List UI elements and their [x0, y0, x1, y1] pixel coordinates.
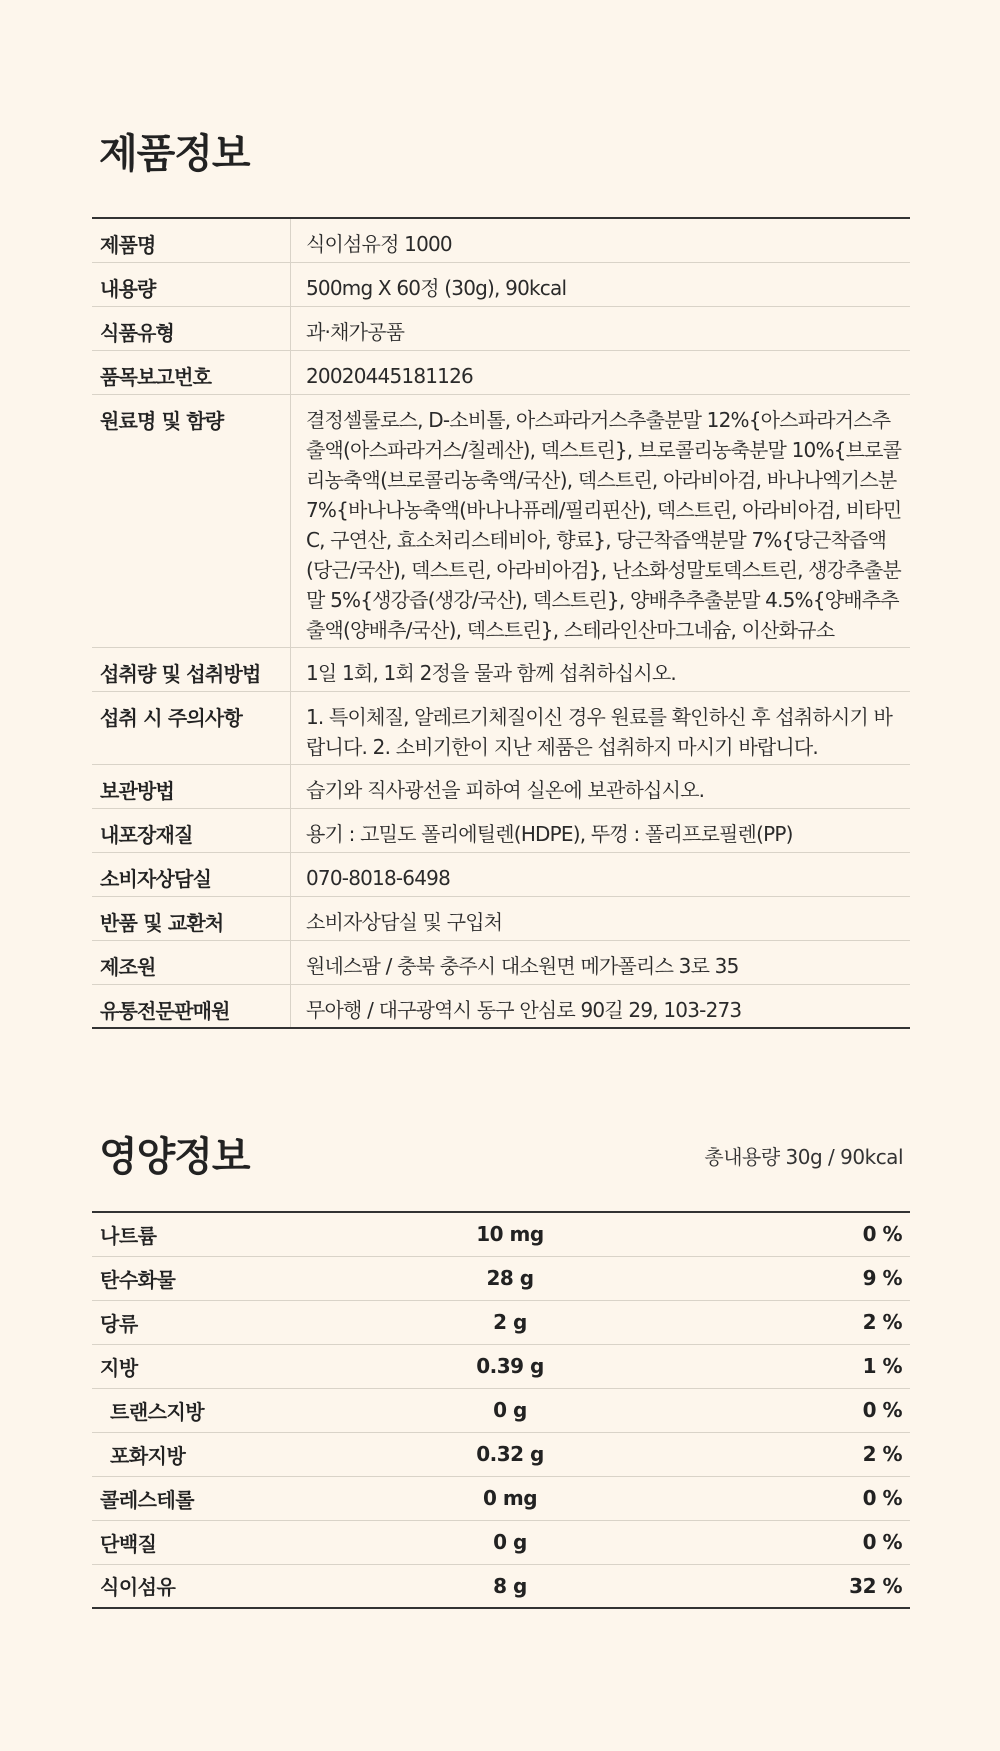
table-row	[92, 1300, 910, 1344]
row-label: 내포장재질	[92, 808, 291, 852]
row-value: 결정셀룰로스, D-소비톨, 아스파라거스추출분말 12%{아스파라거스추출액(아스파라거스/칠레산), 덱스트린}, 브로콜리농축분말 10%{브로콜리농축액(브로콜리농축액/국산), 덱스트린, 아라비아검, 바나나엑기스분 7%{바나나농축액(바나나퓨레/필리핀산), 덱스트린, 아라비아검, 비타민C, 구연산, 효소처리스테비아, 향료}, 당근착즙액분말 7%{당근착즙액(당근/국산), 덱스트린, 아라비아검}, 난소화성말토덱스트린, 생강추출분말 5%{생강즙(생강/국산), 덱스트린}, 양배추추출분말 4.5%{양배추추출액(양배추/국산), 덱스트린}, 스테라인산마그네슘, 이산화규소	[291, 394, 911, 647]
nutrient-amount: 0 mg	[410, 1476, 610, 1520]
nutrient-name: 식이섬유	[100, 1575, 176, 1600]
row-value: 식이섬유정 1000	[291, 218, 911, 262]
table-row	[92, 1476, 910, 1520]
row-label: 식품유형	[92, 306, 291, 350]
nutrient-percent: 2 %	[610, 1432, 910, 1476]
table-row	[92, 647, 910, 691]
nutrient-percent: 0 %	[610, 1388, 910, 1432]
nutrient-percent: 0 %	[610, 1476, 910, 1520]
nutrient-amount: 8 g	[493, 1573, 527, 1598]
row-label: 소비자상담실	[92, 852, 291, 896]
table-row	[92, 394, 910, 647]
row-value: 습기와 직사광선을 피하여 실온에 보관하십시오.	[291, 764, 911, 808]
row-label: 반품 및 교환처	[92, 896, 291, 940]
nutrient-percent: 2 %	[610, 1300, 910, 1344]
nutrient-amount: 0.32 g	[410, 1432, 610, 1476]
nutrient-percent: 0 %	[610, 1212, 910, 1256]
nutrient-percent: 1 %	[610, 1344, 910, 1388]
table-row	[92, 691, 910, 764]
row-label: 제품명	[92, 218, 291, 262]
table-row	[92, 808, 910, 852]
table-row	[92, 1388, 910, 1432]
nutrient-amount: 10 mg	[410, 1212, 610, 1256]
row-label: 원료명 및 함량	[92, 394, 291, 647]
nutrient-percent: 32 %	[849, 1573, 902, 1598]
row-label: 내용량	[92, 262, 291, 306]
nutrient-amount: 0 g	[410, 1520, 610, 1564]
nutrient-name: 포화지방	[92, 1432, 410, 1476]
row-label: 섭취 시 주의사항	[92, 691, 291, 764]
nutrition-table	[92, 1211, 910, 1609]
row-value: 용기 : 고밀도 폴리에틸렌(HDPE), 뚜껑 : 폴리프로필렌(PP)	[291, 808, 911, 852]
row-value: 원네스팜 / 충북 충주시 대소원면 메가폴리스 3로 35	[291, 940, 911, 984]
row-label: 유통전문판매원	[92, 984, 291, 1028]
nutrient-name: 지방	[92, 1344, 410, 1388]
nutrient-amount: 28 g	[410, 1256, 610, 1300]
nutrient-name: 나트륨	[92, 1212, 410, 1256]
table-row	[92, 764, 910, 808]
table-row	[92, 1256, 910, 1300]
nutrient-name: 탄수화물	[92, 1256, 410, 1300]
table-row	[92, 262, 910, 306]
nutrient-amount: 0 g	[410, 1388, 610, 1432]
table-row	[92, 350, 910, 394]
table-row	[92, 1344, 910, 1388]
row-value: 20020445181126	[291, 350, 911, 394]
table-row	[92, 1212, 910, 1256]
row-value: 과·채가공품	[291, 306, 911, 350]
product-info-table	[92, 217, 910, 1029]
row-value: 무아행 / 대구광역시 동구 안심로 90길 29, 103-273	[306, 997, 742, 1022]
row-value: 1. 특이체질, 알레르기체질이신 경우 원료를 확인하신 후 섭취하시기 바랍니다. 2. 소비기한이 지난 제품은 섭취하지 마시기 바랍니다.	[291, 691, 911, 764]
nutrient-name: 당류	[92, 1300, 410, 1344]
nutrition-info-title: 영양정보	[99, 1134, 250, 1180]
nutrient-percent: 9 %	[610, 1256, 910, 1300]
table-row	[92, 896, 910, 940]
row-value: 소비자상담실 및 구입처	[291, 896, 911, 940]
table-row	[92, 940, 910, 984]
nutrient-percent: 0 %	[610, 1520, 910, 1564]
table-row	[92, 984, 910, 1028]
table-row	[92, 852, 910, 896]
table-row	[92, 1432, 910, 1476]
nutrient-amount: 2 g	[410, 1300, 610, 1344]
row-value: 500mg X 60정 (30g), 90kcal	[291, 262, 911, 306]
row-value: 1일 1회, 1회 2정을 물과 함께 섭취하십시오.	[291, 647, 911, 691]
row-label: 보관방법	[92, 764, 291, 808]
table-row	[92, 218, 910, 262]
row-label: 섭취량 및 섭취방법	[92, 647, 291, 691]
nutrient-name: 단백질	[92, 1520, 410, 1564]
row-value: 070-8018-6498	[291, 852, 911, 896]
nutrient-amount: 0.39 g	[410, 1344, 610, 1388]
table-row	[92, 1520, 910, 1564]
row-label: 품목보고번호	[92, 350, 291, 394]
table-row	[92, 1564, 910, 1608]
total-amount: 총내용량 30g / 90kcal	[704, 1145, 903, 1169]
nutrient-name: 트랜스지방	[92, 1388, 410, 1432]
product-info-title: 제품정보	[99, 131, 250, 177]
row-label: 제조원	[92, 940, 291, 984]
table-row	[92, 306, 910, 350]
nutrient-name: 콜레스테롤	[92, 1476, 410, 1520]
